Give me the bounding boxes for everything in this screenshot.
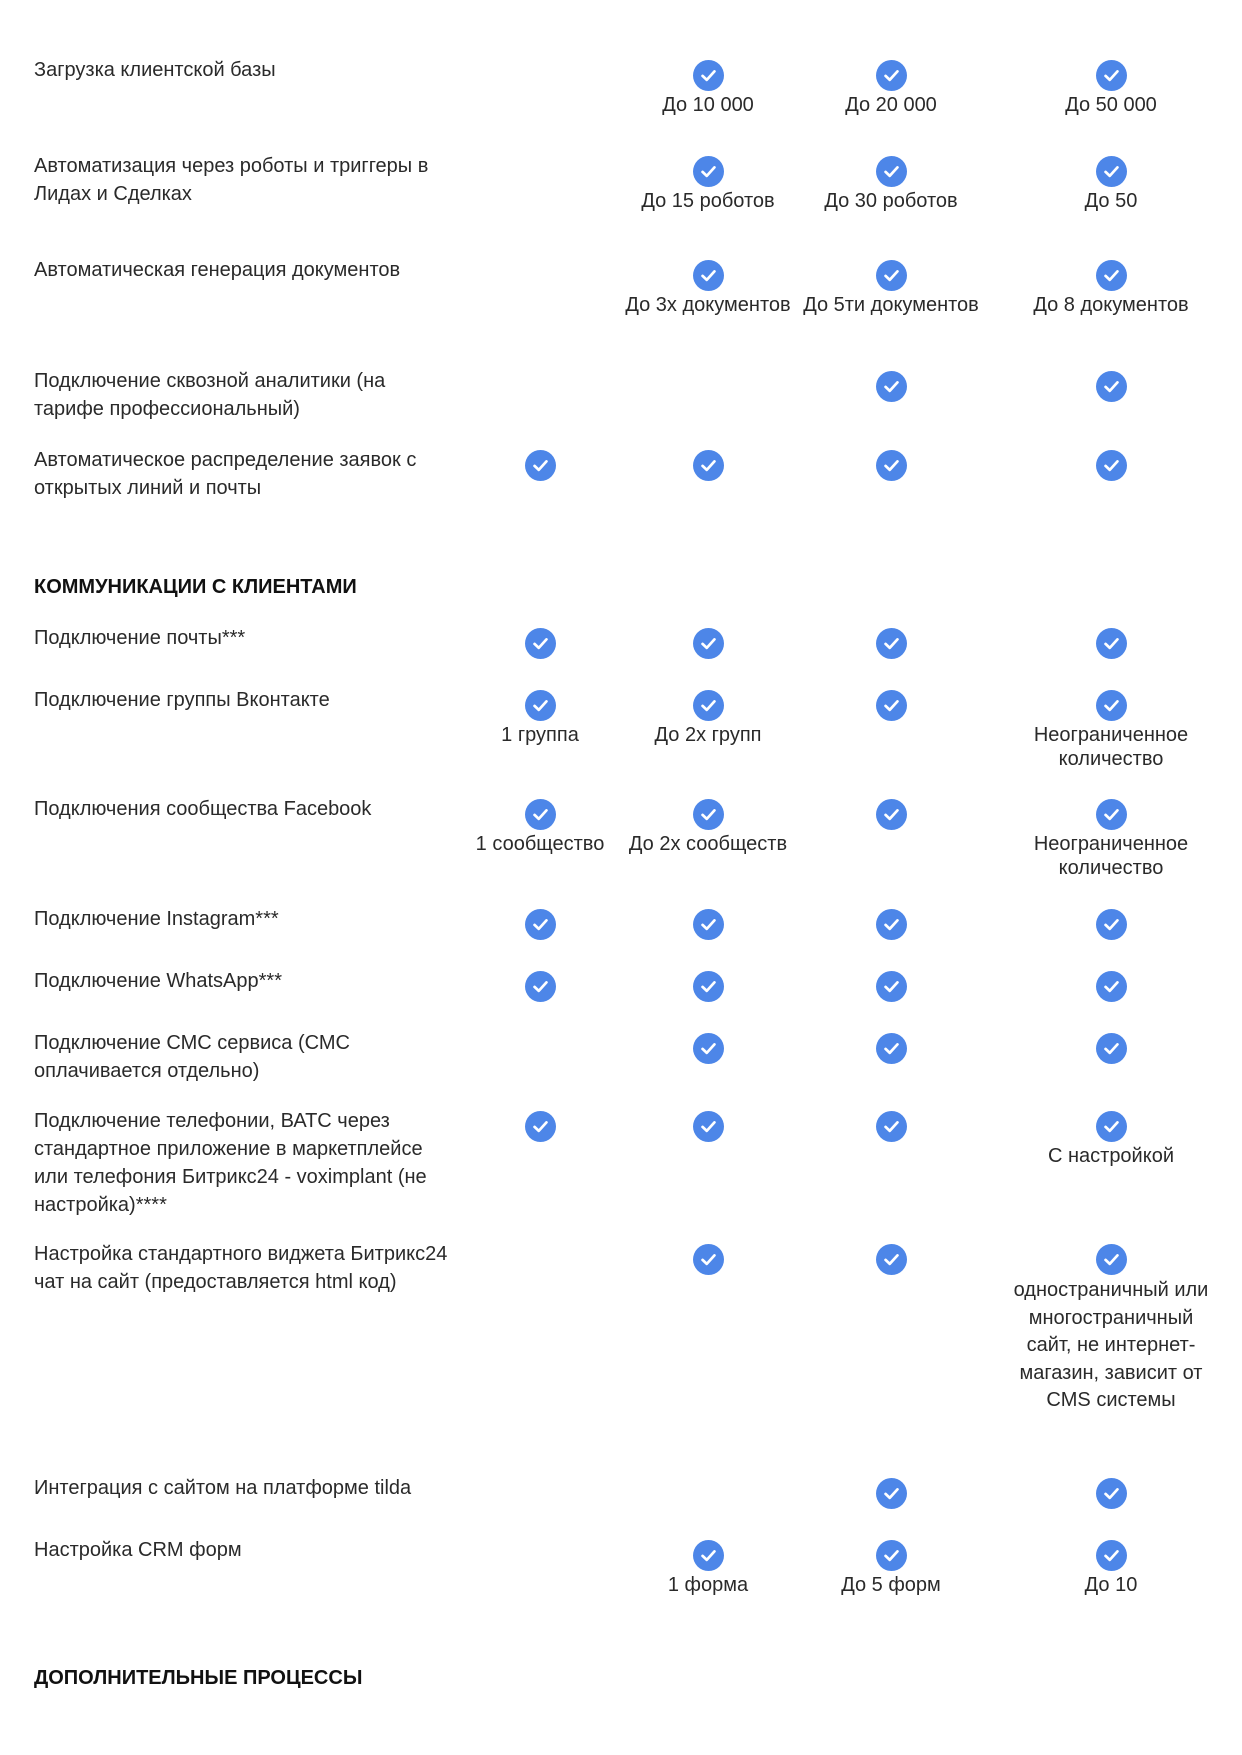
plan-cell-4 — [1006, 371, 1216, 404]
plan-cell-2 — [618, 1111, 798, 1144]
feature-label: Подключение почты*** — [34, 627, 246, 649]
plan-cell-2 — [618, 1540, 798, 1597]
check-circle-icon — [1096, 371, 1127, 402]
plan-cell-3 — [801, 1540, 981, 1597]
check-circle-icon — [693, 971, 724, 1002]
check-circle-icon — [693, 450, 724, 481]
check-circle-icon — [1096, 1033, 1127, 1064]
check-circle-icon — [876, 909, 907, 940]
plan-note: До 8 документов — [1033, 294, 1189, 316]
check-circle-icon — [1096, 1244, 1127, 1275]
plan-cell-2 — [618, 260, 798, 317]
check-circle-icon — [876, 971, 907, 1002]
check-circle-icon — [693, 628, 724, 659]
plan-cell-4 — [1006, 1478, 1216, 1511]
section-heading: ДОПОЛНИТЕЛЬНЫЕ ПРОЦЕССЫ — [34, 1667, 363, 1689]
plan-note: До 10 000 — [662, 94, 754, 116]
plan-cell-1 — [450, 690, 630, 747]
check-circle-icon — [693, 1540, 724, 1571]
feature-label: Подключение телефонии, ВАТС через стандартное приложение в маркетплейсе или телефония Битрикс24 - voximplant (не настройка)**** — [34, 1110, 427, 1216]
check-circle-icon — [693, 690, 724, 721]
check-circle-icon — [693, 1111, 724, 1142]
check-circle-icon — [1096, 260, 1127, 291]
check-circle-icon — [876, 1478, 907, 1509]
check-circle-icon — [876, 799, 907, 830]
check-circle-icon — [693, 1244, 724, 1275]
check-circle-icon — [1096, 60, 1127, 91]
check-circle-icon — [525, 799, 556, 830]
check-circle-icon — [876, 1033, 907, 1064]
plan-cell-1 — [450, 799, 630, 856]
check-circle-icon — [876, 1244, 907, 1275]
check-circle-icon — [1096, 971, 1127, 1002]
plan-cell-3 — [801, 799, 981, 832]
feature-label: Автоматическое распределение заявок с открытых линий и почты — [34, 449, 417, 499]
feature-label: Подключение WhatsApp*** — [34, 970, 282, 992]
plan-cell-4 — [1006, 799, 1216, 880]
plan-note: До 10 — [1084, 1574, 1138, 1596]
check-circle-icon — [1096, 799, 1127, 830]
plan-cell-3 — [801, 60, 981, 117]
plan-cell-4 — [1006, 156, 1216, 213]
check-circle-icon — [876, 60, 907, 91]
check-circle-icon — [876, 260, 907, 291]
feature-label: Подключение сквозной аналитики (на тарифе профессиональный) — [34, 370, 386, 420]
check-circle-icon — [876, 628, 907, 659]
plan-cell-2 — [618, 909, 798, 942]
plan-note: До 5ти документов — [803, 294, 979, 316]
plan-cell-2 — [618, 1033, 798, 1066]
check-circle-icon — [876, 371, 907, 402]
check-circle-icon — [876, 1111, 907, 1142]
plan-cell-1 — [450, 1111, 630, 1144]
check-circle-icon — [1096, 909, 1127, 940]
plan-cell-3 — [801, 628, 981, 661]
plan-cell-3 — [801, 1478, 981, 1511]
check-circle-icon — [1096, 628, 1127, 659]
plan-note: До 2х сообществ — [628, 833, 788, 855]
plan-cell-4 — [1006, 690, 1216, 771]
plan-cell-4 — [1006, 450, 1216, 483]
check-circle-icon — [525, 450, 556, 481]
plan-cell-3 — [801, 690, 981, 723]
plan-note: До 5 форм — [841, 1574, 941, 1596]
plan-cell-4 — [1006, 1033, 1216, 1066]
check-circle-icon — [876, 156, 907, 187]
check-circle-icon — [693, 799, 724, 830]
check-circle-icon — [1096, 156, 1127, 187]
plan-cell-3 — [801, 156, 981, 213]
check-circle-icon — [693, 909, 724, 940]
plan-cell-2 — [618, 450, 798, 483]
check-circle-icon — [525, 1111, 556, 1142]
feature-label: Автоматическая генерация документов — [34, 259, 401, 281]
plan-cell-2 — [618, 971, 798, 1004]
plan-cell-2 — [618, 156, 798, 213]
plan-cell-1 — [450, 971, 630, 1004]
feature-label: Загрузка клиентской базы — [34, 59, 276, 81]
plan-note: До 15 роботов — [641, 190, 775, 212]
plan-cell-4 — [1006, 1244, 1216, 1415]
plan-note: С настройкой — [1047, 1145, 1174, 1167]
check-circle-icon — [876, 1540, 907, 1571]
plan-note: До 30 роботов — [824, 190, 958, 212]
check-circle-icon — [525, 628, 556, 659]
plan-note: До 50 000 — [1065, 94, 1157, 116]
plan-cell-4 — [1006, 971, 1216, 1004]
plan-note: До 50 — [1084, 190, 1138, 212]
check-circle-icon — [1096, 1478, 1127, 1509]
check-circle-icon — [1096, 1111, 1127, 1142]
plan-note: До 3х документов — [625, 294, 791, 316]
plan-note: До 2х групп — [654, 724, 762, 746]
plan-cell-3 — [801, 971, 981, 1004]
section-heading: КОММУНИКАЦИИ С КЛИЕНТАМИ — [34, 576, 357, 598]
plan-cell-1 — [450, 450, 630, 483]
feature-label: Подключение Instagram*** — [34, 908, 279, 930]
plan-cell-3 — [801, 1111, 981, 1144]
check-circle-icon — [1096, 450, 1127, 481]
plan-cell-2 — [618, 799, 798, 856]
plan-cell-3 — [801, 909, 981, 942]
plan-cell-4 — [1006, 628, 1216, 661]
plan-cell-4 — [1006, 60, 1216, 117]
plan-note: До 20 000 — [845, 94, 937, 116]
plan-cell-3 — [801, 450, 981, 483]
plan-cell-4 — [1006, 260, 1216, 317]
plan-cell-2 — [618, 60, 798, 117]
check-circle-icon — [876, 690, 907, 721]
plan-note: одностраничный или многостраничный сайт, не интернет-магазин, зависит от CMS системы — [1013, 1279, 1209, 1411]
check-circle-icon — [525, 909, 556, 940]
plan-cell-3 — [801, 1244, 981, 1277]
plan-cell-3 — [801, 1033, 981, 1066]
plan-note: 1 сообщество — [475, 833, 605, 855]
plan-note: Неограниченное количество — [1033, 724, 1189, 770]
feature-label: Настройка CRM форм — [34, 1539, 242, 1561]
plan-cell-4 — [1006, 1540, 1216, 1597]
check-circle-icon — [1096, 690, 1127, 721]
plan-cell-2 — [618, 1244, 798, 1277]
plan-cell-3 — [801, 371, 981, 404]
plan-cell-2 — [618, 690, 798, 747]
plan-cell-4 — [1006, 1111, 1216, 1168]
feature-label: Настройка стандартного виджета Битрикс24 чат на сайт (предоставляется html код) — [34, 1243, 448, 1293]
check-circle-icon — [693, 1033, 724, 1064]
feature-label: Подключения сообщества Facebook — [34, 798, 372, 820]
feature-label: Автоматизация через роботы и триггеры в Лидах и Сделках — [34, 155, 429, 205]
feature-label: Подключение СМС сервиса (СМС оплачивается отдельно) — [34, 1032, 350, 1082]
plan-cell-1 — [450, 909, 630, 942]
plan-note: Неограниченное количество — [1033, 833, 1189, 879]
plan-cell-3 — [801, 260, 981, 317]
check-circle-icon — [525, 690, 556, 721]
check-circle-icon — [693, 260, 724, 291]
plan-cell-4 — [1006, 909, 1216, 942]
feature-label: Интеграция с сайтом на платформе tilda — [34, 1477, 412, 1499]
check-circle-icon — [693, 156, 724, 187]
check-circle-icon — [876, 450, 907, 481]
plan-note: 1 форма — [667, 1574, 749, 1596]
check-circle-icon — [693, 60, 724, 91]
check-circle-icon — [525, 971, 556, 1002]
plan-cell-2 — [618, 628, 798, 661]
check-circle-icon — [1096, 1540, 1127, 1571]
feature-label: Подключение группы Вконтакте — [34, 689, 330, 711]
plan-note: 1 группа — [501, 724, 579, 746]
plan-cell-1 — [450, 628, 630, 661]
